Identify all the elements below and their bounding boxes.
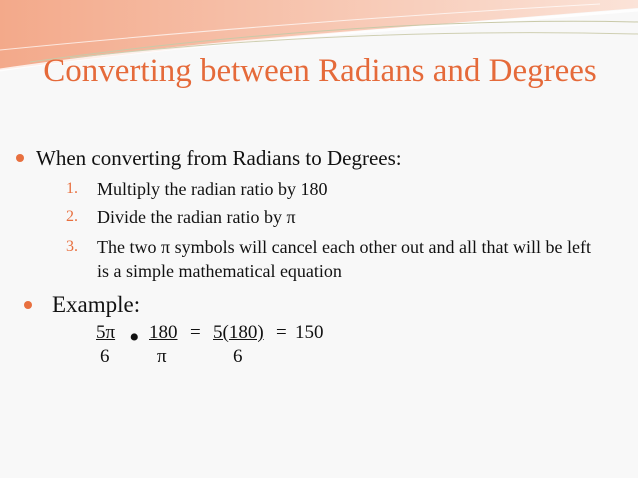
result-value: 150 <box>295 322 324 343</box>
step-number: 2. <box>66 208 78 225</box>
equals-sign-2: = <box>276 322 287 343</box>
step-text: The two π symbols will cancel each other out and all that will be left is a simple mathematical equation <box>97 237 591 281</box>
step-item-3 <box>66 235 597 283</box>
fraction-3-denominator: 6 <box>233 346 243 367</box>
bullet-example <box>24 291 140 319</box>
bullet-main <box>16 145 402 171</box>
multiply-dot: • <box>129 321 140 354</box>
fraction-1-denominator: 6 <box>100 346 110 367</box>
bullet-dot-icon <box>16 154 24 162</box>
step-number: 3. <box>66 238 78 255</box>
step-item-1 <box>66 177 597 201</box>
example-label: Example: <box>52 292 141 317</box>
step-number: 1. <box>66 180 78 197</box>
fraction-1-numerator: 5π <box>96 322 116 343</box>
fraction-3-numerator: 5(180) <box>213 322 264 343</box>
fraction-2-denominator: π <box>157 346 167 367</box>
bullet-main-text: When converting from Radians to Degrees: <box>36 146 402 170</box>
step-item-2 <box>66 205 597 229</box>
bullet-dot-icon <box>24 301 32 309</box>
slide-title: Converting between Radians and Degrees <box>43 53 597 89</box>
equals-sign-1: = <box>190 322 201 343</box>
step-text: Divide the radian ratio by π <box>97 207 296 227</box>
fraction-2-numerator: 180 <box>149 322 178 343</box>
step-text: Multiply the radian ratio by 180 <box>97 179 328 199</box>
